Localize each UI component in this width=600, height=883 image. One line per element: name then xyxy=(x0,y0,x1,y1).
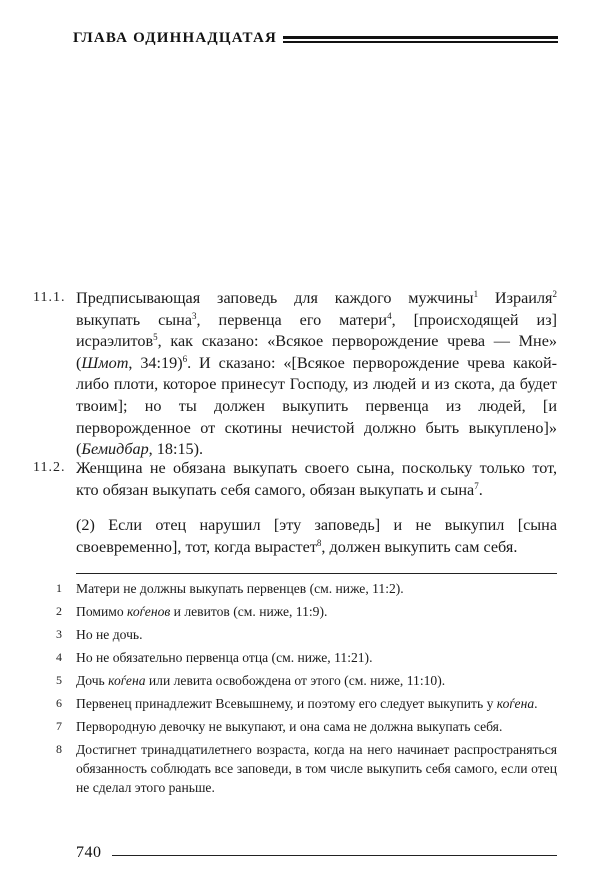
footnote-text: Достигнет тринадцатилетнего возраста, когда на него начинает распространяться обязанность соблюдать все заповеди, в том числе выкупить себя самого, если отец не сделал этого раньше. xyxy=(76,742,557,795)
footnote-ref[interactable]: 8 xyxy=(316,537,322,548)
footnote-ref[interactable]: 5 xyxy=(153,332,158,343)
footnote-number: 6 xyxy=(56,696,62,710)
footnote-item xyxy=(0,579,600,598)
footnote-number: 8 xyxy=(56,742,62,756)
footnote-number: 3 xyxy=(56,627,62,641)
text-run: , 34:19) xyxy=(128,353,183,372)
footnote-text: Первенец принадлежит Всевышнему, и поэтому его следует выкупить у коѓена. xyxy=(76,696,538,711)
footnote-text: Первородную девочку не выкупают, и она сама не должна выкупать себя. xyxy=(76,719,503,734)
section-number: 11.1. xyxy=(33,290,66,305)
footnote-item xyxy=(0,602,600,621)
text-run: выкупать сына xyxy=(76,310,193,329)
footnote-item xyxy=(0,648,600,667)
text-run: , [происходящей из] исраэлитов xyxy=(76,310,557,351)
text-run: Предписывающая заповедь для каждого мужчины xyxy=(76,289,474,307)
text-run: (2) Если отец нарушил [эту заповедь] и не выкупил [сына своевременно], тот, когда вырастет xyxy=(76,516,557,556)
paragraph xyxy=(76,458,557,501)
footnote-number: 4 xyxy=(56,650,62,664)
footnote-ref[interactable]: 7 xyxy=(474,480,479,491)
text-run: , как сказано: «Всякое перворождение чрева — Мне» ( xyxy=(76,332,557,372)
footnote-text: Помимо коѓенов и левитов (см. ниже, 11:9). xyxy=(76,604,328,619)
footnote-item xyxy=(0,740,600,797)
text-run: . xyxy=(478,480,483,499)
book-citation: Бемидбар xyxy=(81,440,149,459)
header-double-rule xyxy=(283,36,558,43)
section-text xyxy=(76,288,557,461)
section-text xyxy=(76,458,557,558)
book-citation: Шмот xyxy=(81,353,129,372)
footnotes-list xyxy=(0,579,600,801)
page-number: 740 xyxy=(76,844,102,861)
footnote-item xyxy=(0,717,600,736)
footnote-ref[interactable]: 3 xyxy=(192,310,197,321)
chapter-title: ГЛАВА ОДИННАДЦАТАЯ xyxy=(73,30,278,46)
footnote-ref[interactable]: 6 xyxy=(182,353,188,364)
running-header xyxy=(73,30,558,47)
footnote-number: 1 xyxy=(56,581,62,595)
text-run: , должен выкупить сам себя. xyxy=(321,537,518,556)
footnote-item xyxy=(0,694,600,713)
footnote-text: Матери не должны выкупать первенцев (см. ниже, 11:2). xyxy=(76,581,404,596)
footnote-text: Но не обязательно первенца отца (см. ниже, 11:21). xyxy=(76,650,373,665)
footnote-item xyxy=(0,625,600,644)
footnote-text: Но не дочь. xyxy=(76,627,143,642)
text-run: Женщина не обязана выкупать своего сына, поскольку только тот, кто обязан выкупать себя самого, обязан выкупать и сына xyxy=(76,459,557,499)
footnote-item xyxy=(0,671,600,690)
footnote-number: 5 xyxy=(56,673,62,687)
section-number: 11.2. xyxy=(33,460,66,475)
footnote-separator xyxy=(76,573,557,574)
subparagraph-2 xyxy=(76,515,557,558)
footnote-ref[interactable]: 1 xyxy=(473,289,479,299)
footnote-number: 2 xyxy=(56,604,62,618)
footnote-number: 7 xyxy=(56,719,62,733)
text-run: , первенца его матери xyxy=(196,310,388,329)
footnote-ref[interactable]: 4 xyxy=(387,310,392,321)
footnote-ref[interactable]: 2 xyxy=(552,289,557,299)
footer-rule xyxy=(112,855,558,856)
text-run: Израиля xyxy=(478,289,553,307)
text-run: . И сказано: «[Всякое перворождение чрева какой-либо плоти, которое принесут Господу, из людей и из скота, да будет твоим]; но ты должен выкупить первенца из людей, [и перворожденное от скотины нечистой должно быть выкуплено]» ( xyxy=(76,353,558,459)
footnote-text: Дочь коѓена или левита освобождена от этого (см. ниже, 11:10). xyxy=(76,673,446,688)
page-footer xyxy=(76,844,557,862)
text-run: , 18:15). xyxy=(148,440,204,459)
